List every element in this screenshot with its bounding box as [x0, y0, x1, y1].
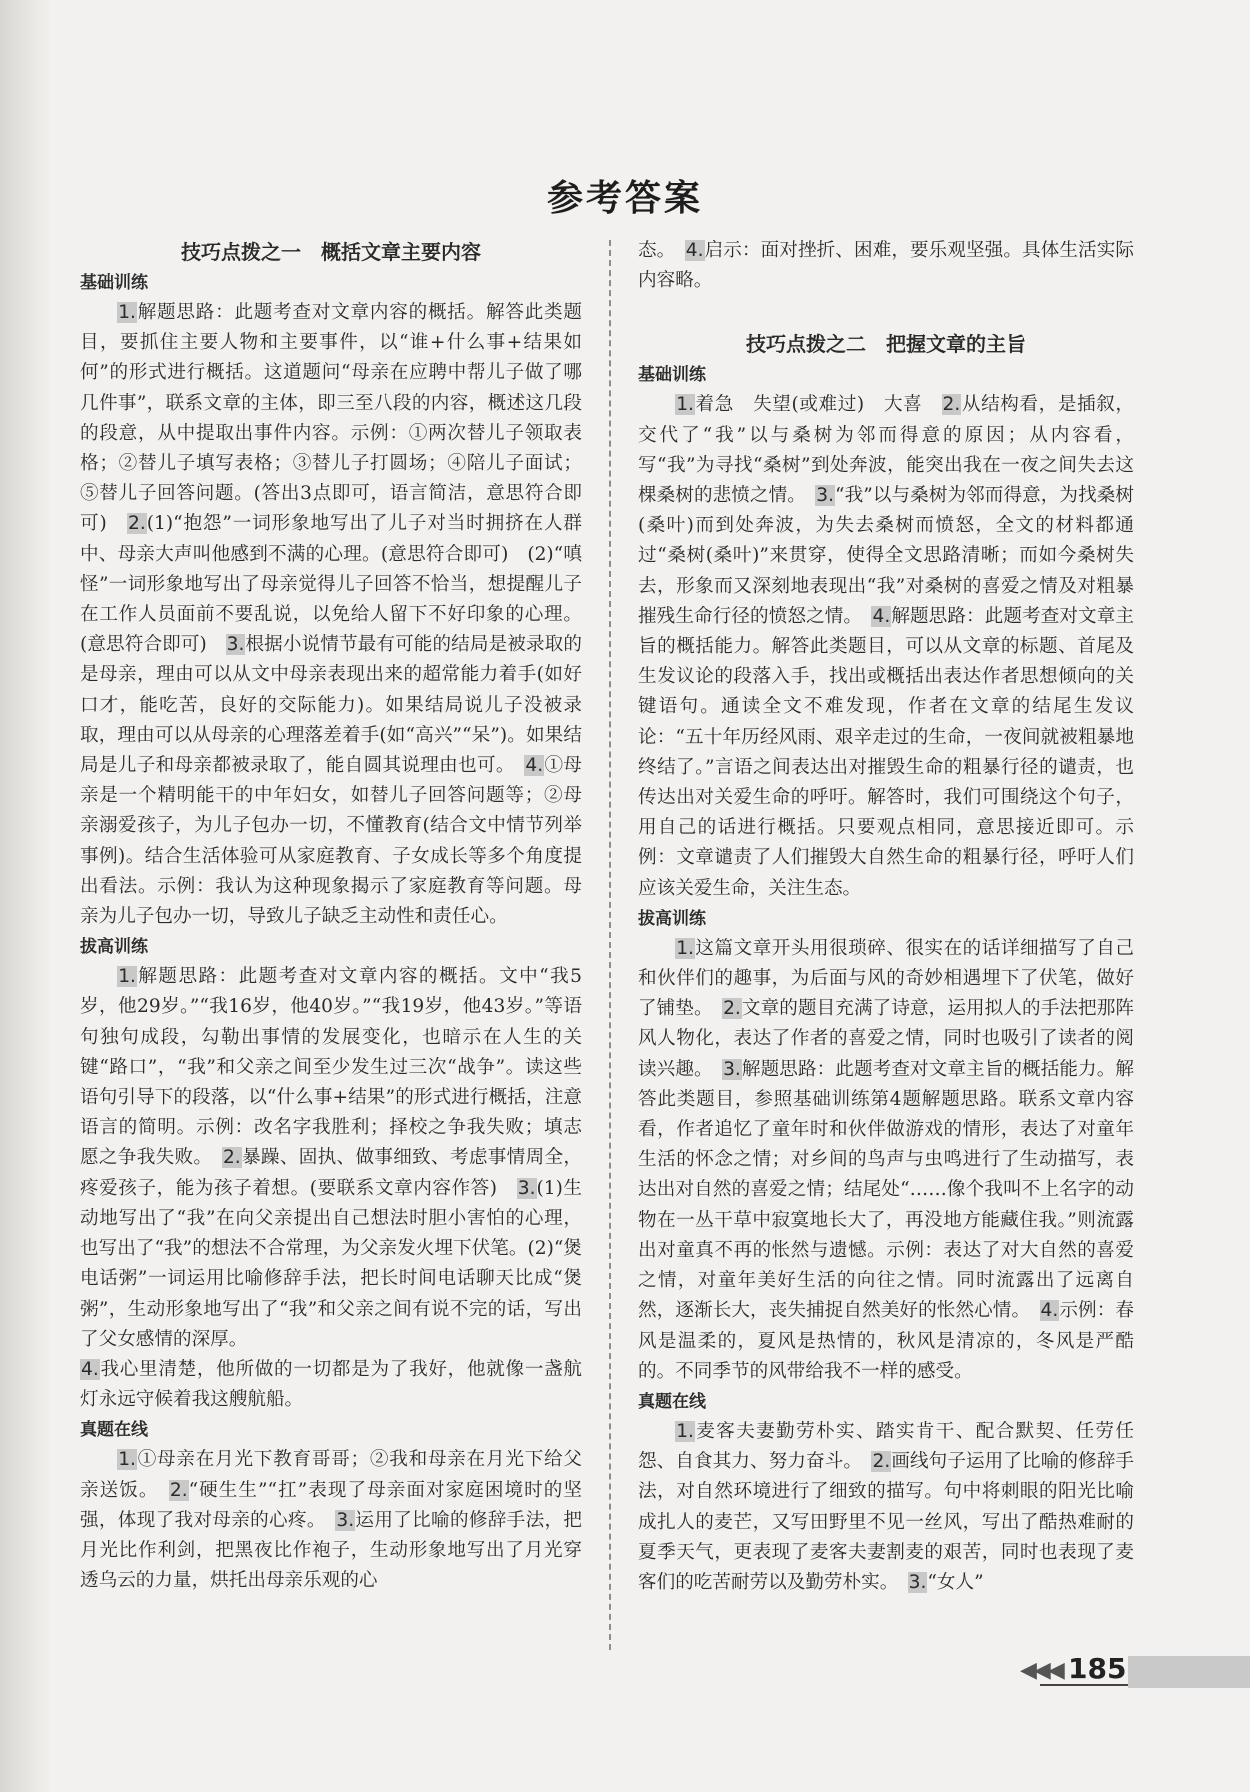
answer-text: “女人”: [927, 1571, 984, 1593]
answer-text: 从结构看，是插叙，交代了“我”以与桑树为邻而得意的原因；从内容看，写“我”为寻找“桑树”到处奔波，能突出我在一夜之间失去这棵桑树的悲愤之情。: [638, 394, 1134, 507]
answer-text: 暴躁、固执、做事细致、考虑事情周全，疼爱孩子，能为孩子着想。(要联系文章内容作答): [80, 1147, 582, 1199]
answer-paragraph: [638, 934, 1134, 1387]
question-number: 2.: [128, 513, 146, 535]
answer-paragraph: [80, 298, 582, 932]
footer-bar: [1128, 1656, 1250, 1688]
left-arrows-icon: ◀◀◀: [1020, 1658, 1062, 1683]
question-number: 1.: [676, 937, 694, 959]
question-number: 4.: [685, 240, 704, 261]
answer-text: 示例：春风是温柔的，夏风是热情的，秋风是清凉的，冬风是严酷的。不同季节的风带给我不一样的感受。: [638, 1300, 1134, 1382]
question-number: 1.: [118, 1449, 136, 1471]
answer-text: “我”以与桑树为邻而得意，为找桑树(桑叶)而到处奔波，为失去桑树而愤怒，全文的材料都通过“桑树(桑叶)”来贯穿，使得全文思路清晰；而如今桑树失去，形象而又深刻地表现出“我”对桑树的喜爱之情及对粗暴摧残生命行径的愤怒之情。: [638, 485, 1134, 627]
question-number: 2.: [222, 1147, 241, 1169]
answer-text: (1)生动地写出了“我”在向父亲提出自己想法时胆小害怕的心理，也写出了“我”的想法不合常理，为父亲发火埋下伏笔。(2)“煲电话粥”一词运用比喻修辞手法，把长时间电话聊天比成“煲粥”，生动形象地写出了“我”和父亲之间有说不完的话，写出了父女感情的深厚。: [80, 1177, 582, 1350]
answer-text: 解题思路：此题考查对文章主旨的概括能力。解答此类题目，参照基础训练第4题解题思路。联系文章内容看，作者追忆了童年时和伙伴做游戏的情形，表达了对童年生活的怀念之情；对乡间的鸟声与虫鸣进行了生动描写，表达出对自然的喜爱之情；结尾处“……像个我叫不上名字的动物在一丛干草中寂寞地长大了，再没地方能藏住我。”则流露出对童真不再的怅然与遗憾。示例：表达了对大自然的喜爱之情，对童年美好生活的向往之情。同时流露出了远离自然，逐渐长大，丧失捕捉自然美好的怅然心情。: [638, 1058, 1134, 1322]
question-number: 3.: [226, 634, 245, 656]
section-title-1: 技巧点拨之一 概括文章主要内容: [181, 240, 481, 264]
answer-text: 启示：面对挫折、困难，要乐观坚强。具体生活实际内容略。: [638, 240, 1134, 292]
answer-paragraph-continued: [638, 236, 1134, 296]
answer-text: 运用了比喻的修辞手法，把月光比作利剑，把黑夜比作袍子，生动形象地写出了月光穿透乌云的力量，烘托出母亲乐观的心: [80, 1509, 582, 1592]
answer-paragraph: [638, 1417, 1134, 1598]
answer-text: 根据小说情节最有可能的结局是被录取的是母亲，理由可以从文中母亲表现出来的超常能力着手(如好口才，能吃苦，良好的交际能力)。如果结局说儿子没被录取，理由可以从母亲的心理落差着手(如“高兴”“呆”)。如果结局是儿子和母亲都被录取了，能自圆其说理由也可。: [80, 634, 582, 777]
page-title: 参考答案: [546, 178, 703, 219]
answer-text: 解题思路：此题考查对文章内容的概括。解答此类题目，要抓住主要人物和主要事件，以“谁+什么事+结果如何”的形式进行概括。这道题问“母亲在应聘中帮儿子做了哪几件事”，联系文章的主体，即三至八段的内容，概述这几段的段意，从中提取出事件内容。示例：①两次替儿子领取表格；②替儿子填写表格；③替儿子打圆场；④陪儿子面试；⑤替儿子回答问题。(答出3点即可，语言简洁，意思符合即可): [80, 302, 582, 535]
question-number: 2.: [872, 1451, 891, 1473]
question-number: 4.: [81, 1358, 99, 1380]
question-number: 2.: [723, 998, 741, 1020]
subheading-real-exam: 真题在线: [80, 1420, 148, 1441]
subheading-real-exam: 真题在线: [638, 1391, 706, 1412]
left-column: [80, 236, 582, 1596]
page-binding-shadow: [0, 0, 52, 1792]
answer-text: 解题思路：此题考查对文章主旨的概括能力。解答此类题目，可以从文章的标题、首尾及生发议论的段落入手，找出或概括出表达作者思想倾向的关键语句。通读全文不难发现，作者在文章的结尾生发议论：“五十年历经风雨、艰辛走过的生命，一夜间就被粗暴地终结了。”言语之间表达出对摧毁生命的粗暴行径的谴责，也传达出对关爱生命的呼吁。解答时，我们可围绕这个句子，用自己的话进行概括。只要观点相同，意思接近即可。示例：文章谴责了人们摧毁大自然生命的粗暴行径，呼吁人们应该关爱生命，关注生态。: [638, 605, 1134, 899]
question-number: 1.: [118, 302, 136, 323]
answer-text: ①母亲是一个精明能干的中年妇女，如替儿子回答问题等；②母亲溺爱孩子，为儿子包办一切，不懂教育(结合文中情节列举事例)。结合生活体验可从家庭教育、子女成长等多个角度提出看法。示例：我认为这种现象揭示了家庭教育等问题。母亲为儿子包办一切，导致儿子缺乏主动性和责任心。: [80, 755, 582, 928]
answer-paragraph: [80, 1355, 582, 1415]
answer-text: 画线句子运用了比喻的修辞手法，对自然环境进行了细致的描写。句中将刺眼的阳光比喻成扎人的麦芒，又写田野里不见一丝风，写出了酷热难耐的夏季天气，更表现了麦客夫妻割麦的艰苦，同时也表现了麦客们的吃苦耐劳以及勤劳朴实。: [638, 1451, 1134, 1593]
question-number: 3.: [723, 1058, 741, 1080]
question-number: 2.: [169, 1479, 188, 1501]
answer-text: 我心里清楚，他所做的一切都是为了我好，他就像一盏航灯永远守候着我这艘航船。: [80, 1358, 582, 1411]
page-footer: [1020, 1652, 1250, 1692]
answer-text: 态。: [638, 240, 667, 261]
question-number: 4.: [525, 755, 544, 777]
subheading-advanced-training: 拔高训练: [80, 937, 148, 958]
column-divider: [609, 240, 611, 1650]
question-number: 3.: [908, 1571, 927, 1593]
question-number: 1.: [118, 966, 136, 988]
section-title-2: 技巧点拨之二 把握文章的主旨: [746, 332, 1026, 357]
answer-text: 麦客夫妻勤劳朴实、踏实肯干、配合默契、任劳任怨、自食其力、努力奋斗。: [638, 1420, 1134, 1473]
answer-text: 文章的题目充满了诗意，运用拟人的手法把那阵风人物化，表达了作者的喜爱之情，同时也吸引了读者的阅读兴趣。: [638, 998, 1134, 1080]
answer-paragraph: [638, 390, 1134, 903]
question-number: 1.: [676, 1420, 694, 1442]
question-number: 3.: [517, 1177, 536, 1199]
question-number: 2.: [942, 394, 961, 416]
right-column: [638, 236, 1134, 1598]
question-number: 1.: [676, 394, 694, 416]
subheading-basic-training: 基础训练: [80, 273, 148, 293]
subheading-basic-training: 基础训练: [638, 365, 706, 386]
answer-text: (1)“抱怨”一词形象地写出了儿子对当时拥挤在人群中、母亲大声叫他感到不满的心理。(意思符合即可) (2)“嗔怪”一词形象地写出了母亲觉得儿子回答不恰当，想提醒儿子在工作人员面前不要乱说，以免给人留下不好印象的心理。(意思符合即可): [80, 513, 582, 656]
answer-text: ①母亲在月光下教育哥哥；②我和母亲在月光下给父亲送饭。: [80, 1449, 582, 1501]
subheading-advanced-training: 拔高训练: [638, 908, 706, 929]
answer-text: “硬生生”“扛”表现了母亲面对家庭困境时的坚强，体现了我对母亲的心疼。: [80, 1479, 582, 1531]
question-number: 3.: [336, 1509, 355, 1531]
question-number: 3.: [816, 485, 835, 507]
answer-text: 这篇文章开头用很琐碎、很实在的话详细描写了自己和伙伴们的趣事，为后面与风的奇妙相遇埋下了伏笔，做好了铺垫。: [638, 937, 1134, 1020]
question-number: 4.: [872, 605, 891, 627]
answer-paragraph: [80, 962, 582, 1355]
answer-text: 解题思路：此题考查对文章内容的概括。文中“我5岁，他29岁。”“我16岁，他40岁。”“我19岁，他43岁。”等语句独句成段，勾勒出事情的发展变化，也暗示在人生的关键“路口”，“我”和父亲之间至少发生过三次“战争”。读这些语句引导下的段落，以“什么事+结果”的形式进行概括，注意语言的简明。示例：改名字我胜利；择校之争我失败；填志愿之争我失败。: [80, 966, 582, 1169]
answer-text: 着急 失望(或难过) 大喜: [694, 394, 923, 416]
answer-paragraph: [80, 1445, 582, 1596]
page-number: 185: [1068, 1652, 1127, 1685]
question-number: 4.: [1040, 1300, 1059, 1322]
